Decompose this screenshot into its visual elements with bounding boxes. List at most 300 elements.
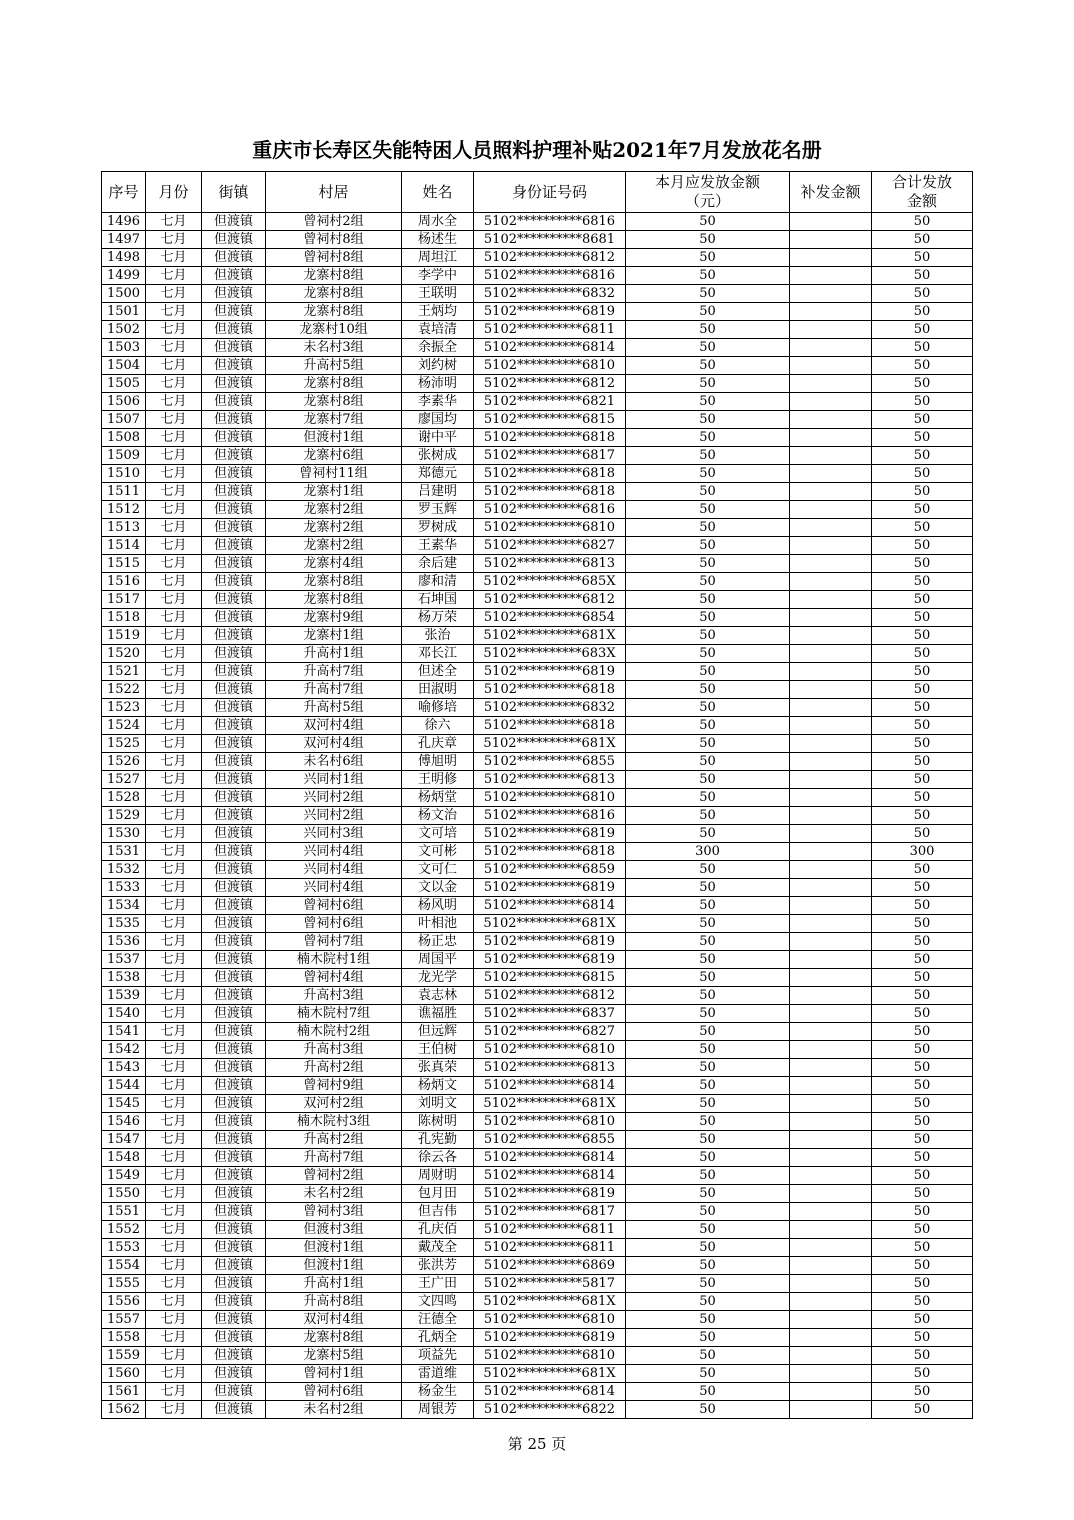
table-row (102, 1239, 973, 1257)
cell-id-number: 5102**********681X (474, 1365, 626, 1383)
cell-town: 但渡镇 (202, 807, 266, 825)
cell-month: 七月 (146, 753, 202, 771)
cell-id-number: 5102**********6816 (474, 213, 626, 231)
cell-due-amount: 50 (626, 213, 790, 231)
cell-total: 50 (872, 285, 973, 303)
cell-total: 50 (872, 987, 973, 1005)
cell-id-number: 5102**********6815 (474, 411, 626, 429)
table-row (102, 645, 973, 663)
cell-due-amount: 50 (626, 789, 790, 807)
cell-supplement (790, 1329, 872, 1347)
cell-town: 但渡镇 (202, 1347, 266, 1365)
cell-total: 50 (872, 1293, 973, 1311)
header-seq: 序号 (102, 172, 146, 213)
cell-id-number: 5102**********6819 (474, 825, 626, 843)
cell-town: 但渡镇 (202, 1365, 266, 1383)
cell-total: 50 (872, 735, 973, 753)
cell-id-number: 5102**********6818 (474, 717, 626, 735)
cell-due-amount: 50 (626, 825, 790, 843)
cell-month: 七月 (146, 1149, 202, 1167)
cell-town: 但渡镇 (202, 1113, 266, 1131)
cell-seq: 1509 (102, 447, 146, 465)
cell-due-amount: 50 (626, 879, 790, 897)
cell-id-number: 5102**********6819 (474, 879, 626, 897)
cell-due-amount: 50 (626, 807, 790, 825)
cell-id-number: 5102**********6810 (474, 1311, 626, 1329)
header-due-line1: 本月应发放金额 (654, 173, 760, 191)
cell-supplement (790, 411, 872, 429)
cell-total: 50 (872, 1185, 973, 1203)
cell-due-amount: 50 (626, 1401, 790, 1419)
cell-due-amount: 50 (626, 249, 790, 267)
cell-town: 但渡镇 (202, 1185, 266, 1203)
cell-supplement (790, 537, 872, 555)
cell-village: 曾祠村1组 (266, 1365, 402, 1383)
header-village: 村居 (266, 172, 402, 213)
cell-seq: 1516 (102, 573, 146, 591)
cell-name: 杨述生 (402, 231, 474, 249)
cell-id-number: 5102**********6817 (474, 447, 626, 465)
cell-due-amount: 50 (626, 411, 790, 429)
cell-name: 张真荣 (402, 1059, 474, 1077)
cell-id-number: 5102**********6854 (474, 609, 626, 627)
cell-supplement (790, 753, 872, 771)
cell-village: 龙寨村4组 (266, 555, 402, 573)
table-row (102, 1059, 973, 1077)
cell-total: 50 (872, 375, 973, 393)
cell-supplement (790, 249, 872, 267)
cell-town: 但渡镇 (202, 1383, 266, 1401)
cell-total: 50 (872, 897, 973, 915)
table-body (102, 213, 973, 1419)
cell-total: 50 (872, 411, 973, 429)
cell-total: 50 (872, 951, 973, 969)
cell-month: 七月 (146, 663, 202, 681)
cell-total: 50 (872, 969, 973, 987)
cell-village: 升高村3组 (266, 1041, 402, 1059)
cell-total: 50 (872, 1383, 973, 1401)
cell-id-number: 5102**********6814 (474, 1167, 626, 1185)
cell-total: 50 (872, 1005, 973, 1023)
cell-month: 七月 (146, 735, 202, 753)
table-row (102, 735, 973, 753)
cell-month: 七月 (146, 1131, 202, 1149)
cell-total: 50 (872, 555, 973, 573)
cell-town: 但渡镇 (202, 645, 266, 663)
cell-due-amount: 50 (626, 663, 790, 681)
cell-month: 七月 (146, 537, 202, 555)
cell-town: 但渡镇 (202, 1005, 266, 1023)
cell-village: 龙寨村1组 (266, 627, 402, 645)
cell-due-amount: 50 (626, 1293, 790, 1311)
cell-id-number: 5102**********681X (474, 1293, 626, 1311)
cell-village: 龙寨村8组 (266, 591, 402, 609)
cell-supplement (790, 1041, 872, 1059)
cell-id-number: 5102**********6822 (474, 1401, 626, 1419)
cell-due-amount: 50 (626, 1329, 790, 1347)
cell-due-amount: 50 (626, 1023, 790, 1041)
cell-id-number: 5102**********6819 (474, 933, 626, 951)
cell-month: 七月 (146, 285, 202, 303)
cell-total: 50 (872, 1113, 973, 1131)
cell-due-amount: 50 (626, 303, 790, 321)
cell-supplement (790, 627, 872, 645)
cell-name: 杨文治 (402, 807, 474, 825)
cell-village: 兴同村1组 (266, 771, 402, 789)
cell-total: 50 (872, 1203, 973, 1221)
cell-seq: 1497 (102, 231, 146, 249)
cell-town: 但渡镇 (202, 663, 266, 681)
cell-supplement (790, 879, 872, 897)
cell-village: 未名村2组 (266, 1401, 402, 1419)
cell-month: 七月 (146, 339, 202, 357)
cell-month: 七月 (146, 843, 202, 861)
cell-id-number: 5102**********6816 (474, 807, 626, 825)
cell-seq: 1539 (102, 987, 146, 1005)
cell-name: 孔炳全 (402, 1329, 474, 1347)
cell-id-number: 5102**********6810 (474, 1113, 626, 1131)
cell-town: 但渡镇 (202, 1167, 266, 1185)
cell-town: 但渡镇 (202, 483, 266, 501)
cell-id-number: 5102**********8681 (474, 231, 626, 249)
table-row (102, 753, 973, 771)
cell-month: 七月 (146, 1095, 202, 1113)
table-row (102, 843, 973, 861)
cell-supplement (790, 1257, 872, 1275)
cell-town: 但渡镇 (202, 1023, 266, 1041)
cell-town: 但渡镇 (202, 699, 266, 717)
cell-town: 但渡镇 (202, 1239, 266, 1257)
cell-supplement (790, 789, 872, 807)
cell-due-amount: 50 (626, 897, 790, 915)
cell-due-amount: 50 (626, 267, 790, 285)
cell-month: 七月 (146, 249, 202, 267)
cell-month: 七月 (146, 1221, 202, 1239)
cell-seq: 1542 (102, 1041, 146, 1059)
cell-town: 但渡镇 (202, 969, 266, 987)
cell-due-amount: 50 (626, 1275, 790, 1293)
header-name: 姓名 (402, 172, 474, 213)
cell-seq: 1498 (102, 249, 146, 267)
cell-town: 但渡镇 (202, 411, 266, 429)
cell-name: 文四鸣 (402, 1293, 474, 1311)
cell-month: 七月 (146, 1113, 202, 1131)
table-row (102, 1311, 973, 1329)
cell-seq: 1549 (102, 1167, 146, 1185)
cell-supplement (790, 969, 872, 987)
cell-month: 七月 (146, 897, 202, 915)
cell-month: 七月 (146, 321, 202, 339)
table-row (102, 1257, 973, 1275)
cell-due-amount: 50 (626, 987, 790, 1005)
cell-id-number: 5102**********6814 (474, 1383, 626, 1401)
cell-supplement (790, 987, 872, 1005)
cell-name: 张洪芳 (402, 1257, 474, 1275)
cell-town: 但渡镇 (202, 231, 266, 249)
cell-id-number: 5102**********6817 (474, 1203, 626, 1221)
cell-village: 龙寨村8组 (266, 1329, 402, 1347)
cell-id-number: 5102**********6837 (474, 1005, 626, 1023)
cell-month: 七月 (146, 951, 202, 969)
cell-month: 七月 (146, 213, 202, 231)
cell-id-number: 5102**********6819 (474, 663, 626, 681)
cell-town: 但渡镇 (202, 735, 266, 753)
cell-name: 周坦江 (402, 249, 474, 267)
cell-due-amount: 50 (626, 375, 790, 393)
cell-due-amount: 50 (626, 573, 790, 591)
cell-total: 50 (872, 663, 973, 681)
cell-seq: 1535 (102, 915, 146, 933)
cell-seq: 1511 (102, 483, 146, 501)
cell-id-number: 5102**********681X (474, 915, 626, 933)
cell-supplement (790, 1401, 872, 1419)
cell-seq: 1534 (102, 897, 146, 915)
cell-supplement (790, 825, 872, 843)
cell-month: 七月 (146, 429, 202, 447)
cell-total: 50 (872, 753, 973, 771)
cell-month: 七月 (146, 1311, 202, 1329)
cell-id-number: 5102**********6819 (474, 303, 626, 321)
cell-seq: 1548 (102, 1149, 146, 1167)
cell-name: 戴茂全 (402, 1239, 474, 1257)
cell-village: 未名村3组 (266, 339, 402, 357)
cell-seq: 1529 (102, 807, 146, 825)
cell-id-number: 5102**********6812 (474, 249, 626, 267)
cell-total: 50 (872, 501, 973, 519)
cell-name: 但远辉 (402, 1023, 474, 1041)
cell-name: 周水全 (402, 213, 474, 231)
cell-total: 50 (872, 1095, 973, 1113)
cell-seq: 1546 (102, 1113, 146, 1131)
cell-town: 但渡镇 (202, 879, 266, 897)
cell-village: 曾祠村6组 (266, 1383, 402, 1401)
cell-village: 龙寨村7组 (266, 411, 402, 429)
cell-village: 龙寨村8组 (266, 393, 402, 411)
cell-due-amount: 50 (626, 1257, 790, 1275)
cell-total: 50 (872, 825, 973, 843)
cell-village: 曾祠村9组 (266, 1077, 402, 1095)
cell-town: 但渡镇 (202, 987, 266, 1005)
table-row (102, 303, 973, 321)
cell-month: 七月 (146, 717, 202, 735)
cell-town: 但渡镇 (202, 321, 266, 339)
cell-seq: 1560 (102, 1365, 146, 1383)
cell-seq: 1552 (102, 1221, 146, 1239)
cell-total: 50 (872, 249, 973, 267)
cell-village: 龙寨村8组 (266, 375, 402, 393)
cell-total: 50 (872, 303, 973, 321)
cell-name: 周财明 (402, 1167, 474, 1185)
cell-due-amount: 50 (626, 1239, 790, 1257)
cell-town: 但渡镇 (202, 339, 266, 357)
cell-seq: 1540 (102, 1005, 146, 1023)
table-row (102, 627, 973, 645)
cell-due-amount: 50 (626, 753, 790, 771)
cell-month: 七月 (146, 231, 202, 249)
cell-town: 但渡镇 (202, 537, 266, 555)
cell-supplement (790, 429, 872, 447)
cell-village: 龙寨村8组 (266, 573, 402, 591)
cell-village: 楠木院村3组 (266, 1113, 402, 1131)
cell-name: 谢中平 (402, 429, 474, 447)
table-row (102, 321, 973, 339)
cell-name: 王炳均 (402, 303, 474, 321)
cell-month: 七月 (146, 1041, 202, 1059)
cell-due-amount: 50 (626, 627, 790, 645)
table-row (102, 573, 973, 591)
cell-total: 50 (872, 429, 973, 447)
cell-village: 升高村1组 (266, 1275, 402, 1293)
cell-town: 但渡镇 (202, 1329, 266, 1347)
cell-supplement (790, 807, 872, 825)
cell-seq: 1501 (102, 303, 146, 321)
cell-name: 邓长江 (402, 645, 474, 663)
cell-village: 龙寨村8组 (266, 303, 402, 321)
cell-town: 但渡镇 (202, 825, 266, 843)
cell-due-amount: 50 (626, 915, 790, 933)
table-row (102, 1203, 973, 1221)
cell-village: 升高村8组 (266, 1293, 402, 1311)
table-row (102, 1149, 973, 1167)
cell-supplement (790, 1203, 872, 1221)
cell-month: 七月 (146, 357, 202, 375)
cell-name: 杨沛明 (402, 375, 474, 393)
cell-seq: 1562 (102, 1401, 146, 1419)
table-row (102, 1131, 973, 1149)
cell-town: 但渡镇 (202, 609, 266, 627)
cell-id-number: 5102**********6811 (474, 321, 626, 339)
cell-id-number: 5102**********6818 (474, 483, 626, 501)
cell-village: 但渡村1组 (266, 1257, 402, 1275)
table-row (102, 825, 973, 843)
cell-seq: 1527 (102, 771, 146, 789)
cell-total: 50 (872, 483, 973, 501)
cell-month: 七月 (146, 1185, 202, 1203)
table-row (102, 1383, 973, 1401)
cell-total: 50 (872, 1329, 973, 1347)
cell-due-amount: 50 (626, 969, 790, 987)
cell-total: 50 (872, 1221, 973, 1239)
cell-due-amount: 50 (626, 519, 790, 537)
cell-village: 龙寨村10组 (266, 321, 402, 339)
cell-supplement (790, 681, 872, 699)
cell-total: 50 (872, 213, 973, 231)
cell-total: 50 (872, 699, 973, 717)
table-row (102, 1185, 973, 1203)
table-row (102, 789, 973, 807)
page-title: 重庆市长寿区失能特困人员照料护理补贴2021年7月发放花名册 (252, 138, 822, 162)
cell-village: 曾祠村3组 (266, 1203, 402, 1221)
cell-supplement (790, 717, 872, 735)
table-row (102, 1077, 973, 1095)
cell-due-amount: 50 (626, 447, 790, 465)
cell-name: 文可培 (402, 825, 474, 843)
cell-supplement (790, 933, 872, 951)
cell-id-number: 5102**********681X (474, 1095, 626, 1113)
cell-name: 杨万荣 (402, 609, 474, 627)
cell-due-amount: 50 (626, 1077, 790, 1095)
cell-name: 李素华 (402, 393, 474, 411)
cell-id-number: 5102**********6832 (474, 699, 626, 717)
cell-seq: 1496 (102, 213, 146, 231)
cell-id-number: 5102**********6818 (474, 429, 626, 447)
cell-id-number: 5102**********6819 (474, 1329, 626, 1347)
table-row (102, 879, 973, 897)
cell-month: 七月 (146, 411, 202, 429)
cell-supplement (790, 267, 872, 285)
cell-id-number: 5102**********6812 (474, 591, 626, 609)
cell-month: 七月 (146, 771, 202, 789)
cell-village: 曾祠村7组 (266, 933, 402, 951)
cell-due-amount: 50 (626, 285, 790, 303)
cell-id-number: 5102**********6818 (474, 465, 626, 483)
cell-village: 曾祠村4组 (266, 969, 402, 987)
cell-town: 但渡镇 (202, 1293, 266, 1311)
cell-total: 50 (872, 717, 973, 735)
cell-village: 楠木院村7组 (266, 1005, 402, 1023)
cell-supplement (790, 1059, 872, 1077)
cell-total: 50 (872, 231, 973, 249)
cell-total: 50 (872, 1401, 973, 1419)
cell-due-amount: 50 (626, 1185, 790, 1203)
cell-seq: 1508 (102, 429, 146, 447)
table-row (102, 537, 973, 555)
cell-name: 杨风明 (402, 897, 474, 915)
cell-due-amount: 50 (626, 609, 790, 627)
cell-supplement (790, 357, 872, 375)
table-row (102, 897, 973, 915)
cell-id-number: 5102**********6821 (474, 393, 626, 411)
cell-total: 50 (872, 1275, 973, 1293)
cell-month: 七月 (146, 1023, 202, 1041)
cell-due-amount: 50 (626, 1131, 790, 1149)
cell-month: 七月 (146, 627, 202, 645)
cell-month: 七月 (146, 879, 202, 897)
cell-name: 杨炳堂 (402, 789, 474, 807)
cell-town: 但渡镇 (202, 1311, 266, 1329)
header-supplement: 补发金额 (790, 172, 872, 213)
cell-seq: 1541 (102, 1023, 146, 1041)
cell-village: 龙寨村2组 (266, 501, 402, 519)
cell-supplement (790, 1095, 872, 1113)
cell-due-amount: 50 (626, 1365, 790, 1383)
cell-name: 周国平 (402, 951, 474, 969)
cell-seq: 1524 (102, 717, 146, 735)
table-row (102, 609, 973, 627)
cell-month: 七月 (146, 573, 202, 591)
cell-due-amount: 50 (626, 555, 790, 573)
cell-town: 但渡镇 (202, 303, 266, 321)
cell-due-amount: 50 (626, 231, 790, 249)
table-row (102, 681, 973, 699)
cell-id-number: 5102**********6827 (474, 537, 626, 555)
cell-name: 罗玉辉 (402, 501, 474, 519)
cell-seq: 1525 (102, 735, 146, 753)
cell-town: 但渡镇 (202, 843, 266, 861)
cell-supplement (790, 1167, 872, 1185)
cell-name: 王素华 (402, 537, 474, 555)
cell-seq: 1515 (102, 555, 146, 573)
cell-village: 兴同村4组 (266, 879, 402, 897)
cell-seq: 1504 (102, 357, 146, 375)
cell-id-number: 5102**********6819 (474, 951, 626, 969)
header-town: 街镇 (202, 172, 266, 213)
cell-town: 但渡镇 (202, 429, 266, 447)
cell-name: 龙光学 (402, 969, 474, 987)
table-row (102, 1221, 973, 1239)
table-row (102, 249, 973, 267)
cell-id-number: 5102**********6869 (474, 1257, 626, 1275)
